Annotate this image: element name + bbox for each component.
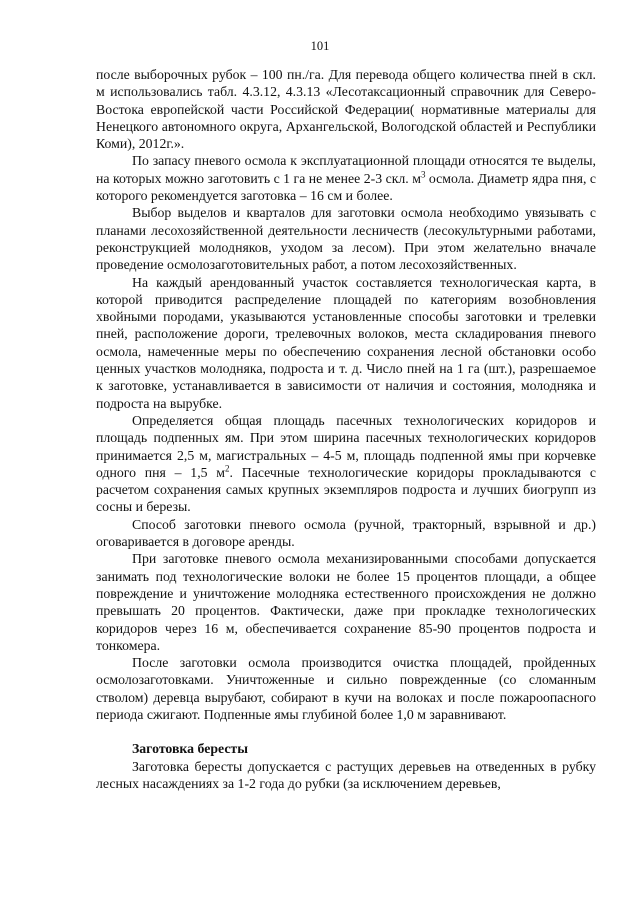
superscript-cubic: 3	[420, 169, 426, 180]
paragraph-corridors-text-a: Определяется общая площадь пасечных технологических коридоров и площадь подпенных ям. При этом ширина пасечных технологических коридоров принимается 2,5 м, магистральных – 4-5 м, площадь подпенной ямы при корчевке одного пня – 1,5 м	[96, 412, 596, 480]
paragraph-mechanized-harvest: При заготовке пневого осмола механизированными способами допускается занимать под технологические волоки не более 15 процентов площади, а общее повреждение и уничтожение молодняка естественного происхождения не должно превышать 20 процентов. Фактически, даже при прокладке технологических коридоров через 16 м, обеспечивается сохранение 85-90 процентов подроста и тонкомера.	[96, 551, 596, 653]
paragraph-tech-map: На каждый арендованный участок составляется технологическая карта, в которой приводится распределение площадей по категориям возобновления хвойными породами, указываются установленные способы заготовки и трелевки пней, расположение дороги, трелевочных волоков, места складирования пневого осмола, намеченные меры по обеспечению сохранения лесной обстановки особо ценных участков молодняка, подроста и т. д. Число пней на 1 га (шт.), разрешаемое к заготовке, устанавливается в зависимости от наличия и состояния, молодняка и подроста на вырубке.	[96, 274, 596, 411]
paragraph-plot-selection: Выбор выделов и кварталов для заготовки осмола необходимо увязывать с планами лесохозяйственной деятельности лесничеств (лесокультурными работами, реконструкцией молодняков, уходом за лесом). При этом желательно вначале проведение осмолозаготовительных работ, а потом лесохозяйственных.	[96, 205, 596, 273]
paragraph-harvest-method: Способ заготовки пневого осмола (ручной, тракторный, взрывной и др.) оговаривается в договоре аренды.	[96, 516, 596, 550]
paragraph-corridors-text-b: . Пасечные технологические коридоры прокладываются с расчетом сохранения самых крупных экземпляров подроста и лучших биогрупп из сосны и березы.	[96, 464, 596, 515]
paragraph-site-cleanup: После заготовки осмола производится очистка площадей, пройденных осмолозаготовками. Уничтоженные и сильно поврежденные (со сломанным стволом) деревца вырубают, собирают в кучи на волоках и после пожароопасного периода сжигают. Подпенные ямы глубиной более 1,0 м заравнивают.	[96, 655, 596, 722]
paragraph-birch-bark: Заготовка бересты допускается с растущих деревьев на отведенных в рубку лесных насаждениях за 1-2 года до рубки (за исключением деревьев,	[96, 758, 596, 791]
paragraph-resin-stock-text-b: осмола. Диаметр ядра пня, с которого рекомендуется заготовка – 16 см и более.	[96, 170, 596, 204]
paragraph-stump-count: после выборочных рубок – 100 пн./га. Для перевода общего количества пней в скл. м использовались табл. 4.3.12, 4.3.13 «Лесотаксационный справочник для Северо-Востока европейской части Российской Федерации( нормативные материалы для Ненецкого автономного округа, Архангельской, Вологодской областей и Республики Коми), 2012г.».	[96, 67, 596, 152]
paragraph-resin-stock	[96, 152, 596, 204]
page-number: 101	[310, 39, 330, 53]
paragraph-resin-stock-text-a: По запасу пневого осмола к эксплуатационной площади относятся те выделы, на которых можно заготовить с 1 га не менее 2-3 скл. м	[96, 153, 596, 186]
paragraph-corridors	[96, 412, 596, 516]
superscript-square: 2	[225, 463, 230, 474]
section-heading-birch-bark: Заготовка бересты	[132, 741, 248, 757]
page-body	[96, 66, 596, 792]
